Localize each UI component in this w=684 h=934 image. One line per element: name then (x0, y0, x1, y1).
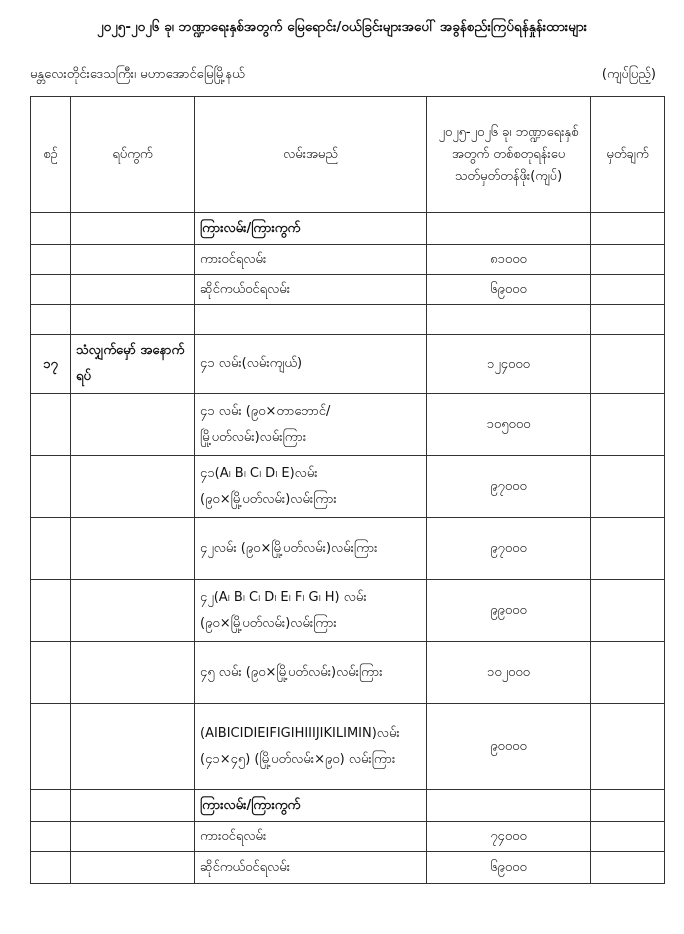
cell-remark (591, 275, 665, 305)
cell-remark (591, 790, 665, 822)
cell-remark (591, 394, 665, 456)
cell-remark (591, 518, 665, 580)
cell-remark (591, 335, 665, 394)
cell-no (31, 704, 71, 790)
cell-street: ကြားလမ်း/ကြားကွက် (195, 213, 427, 245)
cell-remark (591, 456, 665, 518)
cell-remark (591, 245, 665, 275)
cell-ward (71, 852, 195, 884)
cell-value: ၉၀၀၀၀ (427, 704, 591, 790)
cell-remark (591, 580, 665, 642)
table-row (31, 704, 665, 790)
header-remark: မှတ်ချက် (591, 97, 665, 213)
cell-value: ၁၀၂၀၀၀ (427, 642, 591, 704)
table-row (31, 822, 665, 852)
cell-street: ၄၂လမ်း (၉၀×မြို့ပတ်လမ်း)လမ်းကြား (195, 518, 427, 580)
cell-value (427, 213, 591, 245)
cell-street (195, 305, 427, 335)
cell-ward (71, 305, 195, 335)
cell-ward: သံလျှက်မှော် အနောက်ရပ် (71, 335, 195, 394)
cell-value: ၆၉၀၀၀ (427, 852, 591, 884)
table-row (31, 394, 665, 456)
cell-no (31, 642, 71, 704)
cell-street: ကြားလမ်း/ကြားကွက် (195, 790, 427, 822)
cell-no (31, 580, 71, 642)
cell-value (427, 305, 591, 335)
table-row (31, 456, 665, 518)
cell-street: ကားဝင်ရလမ်း (195, 245, 427, 275)
table-row (31, 580, 665, 642)
cell-no (31, 852, 71, 884)
cell-value: ၇၄၀၀၀ (427, 822, 591, 852)
cell-ward (71, 518, 195, 580)
cell-ward (71, 456, 195, 518)
cell-no (31, 275, 71, 305)
cell-no (31, 245, 71, 275)
unit-label: (ကျပ်ပြည့်) (601, 67, 656, 82)
cell-no (31, 518, 71, 580)
cell-ward (71, 790, 195, 822)
cell-value: ၈၁၀၀၀ (427, 245, 591, 275)
cell-no: ၁၇ (31, 335, 71, 394)
cell-no (31, 790, 71, 822)
cell-remark (591, 305, 665, 335)
cell-street: ၄၁ လမ်း (၉၀×တာဘောင်/ မြို့ပတ်လမ်း)လမ်းကြား (195, 394, 427, 456)
header-ward: ရပ်ကွက် (71, 97, 195, 213)
cell-ward (71, 822, 195, 852)
table-row (31, 275, 665, 305)
cell-no (31, 456, 71, 518)
cell-street: ၄၅ လမ်း (၉၀×မြို့ပတ်လမ်း)လမ်းကြား (195, 642, 427, 704)
table-row (31, 518, 665, 580)
cell-remark (591, 852, 665, 884)
cell-no (31, 394, 71, 456)
table-row (31, 790, 665, 822)
cell-street: ဆိုင်ကယ်ဝင်ရလမ်း (195, 275, 427, 305)
cell-street: ၄၁ လမ်း(လမ်းကျယ်) (195, 335, 427, 394)
cell-no (31, 305, 71, 335)
table-header-row (31, 97, 665, 213)
rates-table (30, 96, 665, 884)
cell-remark (591, 642, 665, 704)
cell-ward (71, 394, 195, 456)
table-row (31, 305, 665, 335)
cell-ward (71, 275, 195, 305)
cell-value: ၉၉၀၀၀ (427, 580, 591, 642)
cell-ward (71, 213, 195, 245)
cell-ward (71, 704, 195, 790)
table-row (31, 642, 665, 704)
cell-street: ၄၂(A၊ B၊ C၊ D၊ E၊ F၊ G၊ H) လမ်း (၉၀×မြို့ပတ်လမ်း)လမ်းကြား (195, 580, 427, 642)
cell-remark (591, 822, 665, 852)
cell-no (31, 822, 71, 852)
cell-value: ၉၇၀၀၀ (427, 456, 591, 518)
cell-street: ၄၁(A၊ B၊ C၊ D၊ E)လမ်း (၉၀×မြို့ပတ်လမ်း)လမ်းကြား (195, 456, 427, 518)
table-row (31, 213, 665, 245)
cell-no (31, 213, 71, 245)
cell-remark (591, 213, 665, 245)
cell-remark (591, 704, 665, 790)
table-row (31, 245, 665, 275)
region-label: မန္တလေးတိုင်းဒေသကြီး၊ မဟာအောင်မြေမြို့နယ် (30, 67, 245, 82)
header-no: စဉ် (31, 97, 71, 213)
header-street: လမ်းအမည် (195, 97, 427, 213)
header-value: ၂၀၂၅-၂၀၂၆ ခု၊ ဘဏ္ဍာရေးနှစ်အတွက် တစ်စတုရန်းပေ သတ်မှတ်တန်ဖိုး(ကျပ်) (427, 97, 591, 213)
cell-street: ကားဝင်ရလမ်း (195, 822, 427, 852)
cell-value: ၁၂၄၀၀၀ (427, 335, 591, 394)
cell-street: ဆိုင်ကယ်ဝင်ရလမ်း (195, 852, 427, 884)
table-row (31, 852, 665, 884)
cell-value: ၆၉၀၀၀ (427, 275, 591, 305)
cell-street: (AIBICIDIEIFIGIHIIIJIKILIMIN)လမ်း (၄၁×၄၅) (မြို့ပတ်လမ်း×၉၀) လမ်းကြား (195, 704, 427, 790)
cell-ward (71, 245, 195, 275)
cell-value: ၁၀၅၀၀၀ (427, 394, 591, 456)
cell-value (427, 790, 591, 822)
cell-value: ၉၇၀၀၀ (427, 518, 591, 580)
document-title: ၂၀၂၅-၂၀၂၆ ခု၊ ဘဏ္ဍာရေးနှစ်အတွက် မြေရောင်း/ဝယ်ခြင်းများအပေါ် အခွန်စည်းကြပ်ရန်နှုန်းထားများ (96, 19, 588, 35)
cell-ward (71, 642, 195, 704)
cell-ward (71, 580, 195, 642)
table-row (31, 335, 665, 394)
